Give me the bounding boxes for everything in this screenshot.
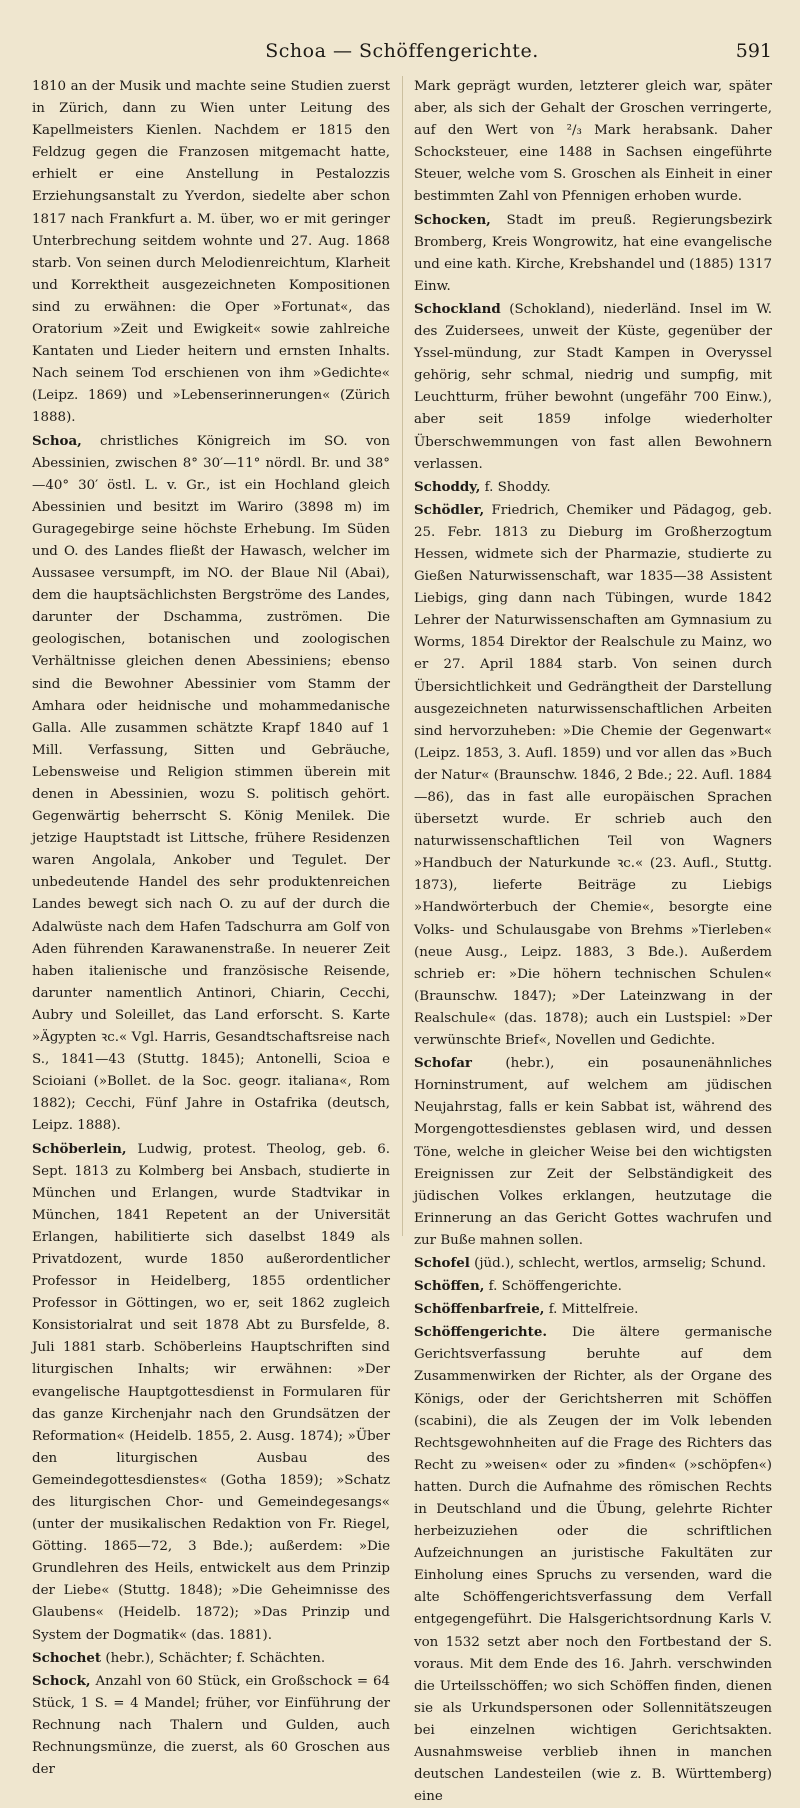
dictionary-entry [414,209,772,298]
entry-text: Friedrich, Chemiker und Pädagog, geb. 25. Febr. 1813 zu Dieburg im Großherzogtum Hessen, widmete sich der Pharmazie, studierte zu Gießen Naturwissenschaft, war 1835—38 Assistent Liebigs, ging dann nach Tübingen, wurde 1842 Lehrer der Naturwissenschaften am Gymnasium zu Worms, 1854 Direktor der Realschule zu Mainz, wo er 27. April 1884 starb. Von seinen durch Übersichtlichkeit und Gedrängtheit der Darstellung ausgezeichneten naturwissenschaftlichen Arbeiten sind hervorzuheben: »Die Chemie der Gegenwart« (Leipz. 1853, 3. Aufl. 1859) und vor allen das »Buch der Natur« (Braunschw. 1846, 2 Bde.; 22. Aufl. 1884—86), das in fast alle europäischen Sprachen übersetzt wurde. Er schrieb auch den naturwissenschaftlichen Teil von Wagners »Handbuch der Naturkunde ꝛc.« (23. Aufl., Stuttg. 1873), lieferte Beiträge zu Liebigs »Handwörterbuch der Chemie«, besorgte eine Volks- und Schulausgabe von Brehms »Tierleben« (neue Ausg., Leipz. 1883, 3 Bde.). Außerdem schrieb er: »Die höhern technischen Schulen« (Braunschw. 1847); »Der Lateinzwang in der Realschule« (das. 1878); auch ein Lustspiel: »Der verwünschte Brief«, Novellen und Gedichte. [414,502,772,1049]
entry-text: (Schokland), niederländ. Insel im W. des Zuidersees, unweit der Küste, gegenüber der Yssel-mündung, zur Stadt Kampen in Overyssel gehörig, sehr schmal, niedrig und sumpfig, mit Leuchtturm, früher bewohnt (ungefähr 700 Einw.), aber seit 1859 infolge wiederholter Überschwemmungen von fast allen Bewohnern verlassen. [414,301,772,472]
entry-text: f. Mittelfreie. [544,1302,639,1318]
entry-text: (jüd.), schlecht, wertlos, armselig; Schund. [469,1255,766,1271]
entry-text: christliches Königreich im SO. von Abessinien, zwischen 8° 30′—11° nördl. Br. und 38°—40° 30′ östl. L. v. Gr., ist ein Hochland gleich Abessinien und besitzt im Wariro (3898 m) im Guragegebirge seine höchste Erhebung. Im Süden und O. des Landes fließt der Hawasch, welcher im Aussasee versumpft, im NO. der Blaue Nil (Abai), dem die hauptsächlichsten Bergströme des Landes, darunter der Dschamma, zuströmen. Die geologischen, botanischen und zoologischen Verhältnisse gleichen denen Abessiniens; ebenso sind die Bewohner Abessinier vom Stamm der Amhara oder heidnische und mohammedanische Galla. Alle zusammen schätzte Krapf 1840 auf 1 Mill. Verfassung, Sitten und Gebräuche, Lebensweise und Religion stimmen überein mit denen in Abessinien, wozu S. politisch gehört. Gegenwärtig beherrscht S. König Menilek. Die jetzige Hauptstadt ist Littsche, frühere Residenzen waren Angolala, Ankober und Tegulet. Der unbedeutende Handel des sehr produktenreichen Landes bewegt sich nach O. zu auf der durch die Adalwüste nach dem Hafen Tadschurra am Golf von Aden führenden Karawanenstraße. In neuerer Zeit haben italienische und französische Reisende, darunter namentlich Antinori, Chiarin, Cecchi, Aubry und Soleillet, das Land erforscht. S. Karte »Ägypten ꝛc.« Vgl. Harris, Gesandtschaftsreise nach S., 1841—43 (Stuttg. 1845); Antonelli, Scioa e Scioiani (»Bollet. de la Soc. geogr. italiana«, Rom 1882); Cecchi, Fünf Jahre in Ostafrika (deutsch, Leipz. 1888). [32,433,390,1134]
dictionary-entry [414,298,772,476]
entry-headword: Schochet [32,1649,102,1666]
dictionary-entry [414,76,772,209]
running-title: Schoa — Schöffengerichte. [265,40,539,62]
dictionary-entry [414,1321,772,1808]
entry-headword: Schöffenbarfreie, [414,1301,545,1318]
dictionary-entry [414,499,772,1052]
entry-text: Ludwig, protest. Theolog, geb. 6. Sept. 1813 zu Kolmberg bei Ansbach, studierte in München und Erlangen, wurde Stadtvikar in München, 1841 Repetent an der Universität Erlangen, habilitierte sich daselbst 1849 als Privatdozent, wurde 1850 außerordentlicher Professor in Heidelberg, 1855 ordentlicher Professor in Göttingen, wo er, seit 1862 zugleich Konsistorialrat und seit 1878 Abt zu Bursfelde, 8. Juli 1881 starb. Schöberleins Hauptschriften sind liturgischen Inhalts; wir erwähnen: »Der evangelische Hauptgottesdienst in Formularen für das ganze Kirchenjahr nach den Grundsätzen der Reformation« (Heidelb. 1855, 2. Ausg. 1874); »Über den liturgischen Ausbau des Gemeindegottesdienstes« (Gotha 1859); »Schatz des liturgischen Chor- und Gemeindegesangs« (unter der musikalischen Redaktion von Fr. Riegel, Götting. 1865—72, 3 Bde.); außerdem: »Die Grundlehren des Heils, entwickelt aus dem Prinzip der Liebe« (Stuttg. 1848); »Die Geheimnisse des Glaubens« (Heidelb. 1872); »Das Prinzip und System der Dogmatik« (das. 1881). [32,1141,390,1643]
entry-text: Stadt im preuß. Regierungsbezirk Bromberg, Kreis Wongrowitz, hat eine evangelische und eine kath. Kirche, Krebshandel und (1885) 1317 Einw. [414,212,772,294]
entry-headword: Schöberlein, [32,1140,127,1157]
left-column [32,76,390,1781]
dictionary-entry [414,476,772,499]
entry-text: f. Schöffengerichte. [484,1279,622,1295]
dictionary-entry [32,1647,390,1670]
entry-headword: Schofar [414,1055,472,1072]
entry-headword: Schödler, [414,501,485,518]
entry-headword: Schocken, [414,211,491,228]
dictionary-entry [414,1252,772,1275]
entry-headword: Schofel [414,1254,470,1271]
column-divider [402,76,403,1236]
entry-headword: Schoddy, [414,478,481,495]
dictionary-entry [414,1298,772,1321]
entry-text: Anzahl von 60 Stück, ein Großschock = 64 Stück, 1 S. = 4 Mandel; früher, vor Einführung der Rechnung nach Thalern und Gulden, auch Rechnungsmünze, die zuerst, als 60 Groschen aus der [32,1673,390,1778]
page-header [32,40,772,70]
entry-text: (hebr.), ein posaunenähnliches Horninstrument, auf welchem am jüdischen Neujahrstag, falls er kein Sabbat ist, während des Morgengottesdienstes geblasen wird, und dessen Töne, welche in gleicher Weise bei den wichtigsten Ereignissen zur Zeit der Selbständigkeit des jüdischen Volkes erklangen, heutzutage die Erinnerung an das Gericht Gottes wachrufen und zur Buße mahnen sollen. [414,1056,772,1248]
entry-text: f. Shoddy. [480,479,551,495]
right-column [414,76,772,1808]
entry-headword: Schoa, [32,432,82,449]
dictionary-entry [32,76,390,430]
entry-headword: Schöffen, [414,1278,485,1295]
entry-text: Die ältere germanische Gerichtsverfassung beruhte auf dem Zusammenwirken der Richter, als der Organe des Königs, oder der Gerichtsherren mit Schöffen (scabini), die als Zeugen der im Volk lebenden Rechtsgewohnheiten auf die Frage des Richters das Recht zu »weisen« oder zu »finden« (»schöpfen«) hatten. Durch die Aufnahme des römischen Rechts in Deutschland und die Übung, gelehrte Richter herbeizuziehen oder die schriftlichen Aufzeichnungen an juristische Fakultäten zur Einholung eines Spruchs zu versenden, ward die alte Schöffengerichtsverfassung dem Verfall entgegengeführt. Die Halsgerichtsordnung Karls V. von 1532 setzt aber noch den Fortbestand der S. voraus. Mit dem Ende des 16. Jahrh. verschwinden die Urteilsschöffen; wo sich Schöffen finden, dienen sie als Urkundspersonen oder Sollennitätszeugen bei einzelnen wichtigen Gerichtsakten. Ausnahmsweise verblieb ihnen in manchen deutschen Landesteilen (wie z. B. Württemberg) eine [414,1325,772,1805]
entry-headword: Schöffengerichte. [414,1324,548,1341]
entry-headword: Schockland [414,300,501,317]
entry-text: 1810 an der Musik und machte seine Studien zuerst in Zürich, dann zu Wien unter Leitung des Kapellmeisters Kienlen. Nachdem er 1815 den Feldzug gegen die Franzosen mitgemacht hatte, erhielt er eine Anstellung in Pestalozzis Erziehungsanstalt zu Yverdon, siedelte aber schon 1817 nach Frankfurt a. M. über, wo er mit geringer Unterbrechung seitdem wohnte und 27. Aug. 1868 starb. Von seinen durch Melodienreichtum, Klarheit und Korrektheit ausgezeichneten Kompositionen sind zu erwähnen: die Oper »Fortunat«, das Oratorium »Zeit und Ewigkeit« sowie zahlreiche Kantaten und Lieder heitern und ernsten Inhalts. Nach seinem Tod erschienen von ihm »Gedichte« (Leipz. 1869) und »Lebenserinnerungen« (Zürich 1888). [32,79,390,426]
dictionary-entry [32,1138,390,1647]
dictionary-entry [414,1052,772,1252]
page-number: 591 [735,40,772,62]
entry-text: Mark geprägt wurden, letzterer gleich war, später aber, als sich der Gehalt der Groschen verringerte, auf den Wert von ²/₃ Mark herabsank. Daher Schocksteuer, eine 1488 in Sachsen eingeführte Steuer, welche vom S. Groschen als Einheit in einer bestimmten Zahl von Pfennigen erhoben wurde. [414,79,772,205]
entry-text: (hebr.), Schächter; f. Schächten. [101,1650,326,1666]
dictionary-entry [32,1670,390,1781]
dictionary-entry [32,430,390,1138]
entry-headword: Schock, [32,1672,91,1689]
dictionary-entry [414,1275,772,1298]
